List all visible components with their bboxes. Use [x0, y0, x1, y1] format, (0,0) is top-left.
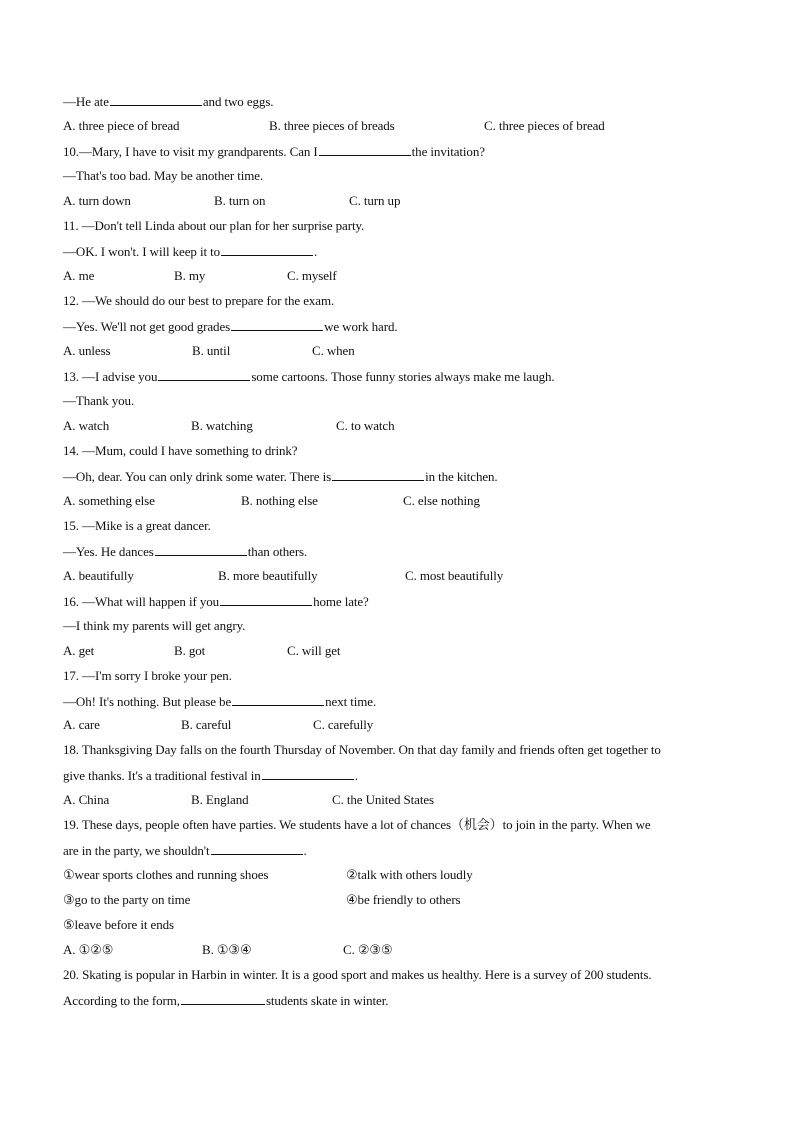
q18-option-b: B. England [191, 792, 249, 807]
q16-option-c: C. will get [287, 643, 341, 658]
q13-option-c: C. to watch [336, 418, 395, 433]
q14-option-a: A. something else [63, 493, 155, 508]
q10-stem-after: the invitation? [411, 144, 485, 159]
q15-blank [155, 543, 247, 556]
q20-line2 [63, 992, 388, 1009]
q9-option-b: B. three pieces of breads [269, 118, 395, 133]
q14-blank [332, 468, 424, 481]
q12-option-c: C. when [312, 343, 355, 358]
q18-line2-after: . [354, 768, 358, 783]
q15-option-c: C. most beautifully [405, 568, 504, 583]
q9-answer-before: —He ate [63, 94, 109, 109]
q9-answer-after: and two eggs. [202, 94, 274, 109]
q15-option-b: B. more beautifully [218, 568, 318, 583]
q11-option-b: B. my [174, 268, 206, 283]
q19-line1: 19. These days, people often have parties. We students have a lot of chances（机会）to join in the party. When we [63, 817, 651, 832]
q12-option-a: A. unless [63, 343, 111, 358]
q19-line2-after: . [303, 843, 307, 858]
q11-reply-after: . [314, 244, 318, 259]
q20-line2-after: students skate in winter. [265, 993, 389, 1008]
q19-item-5: ⑤leave before it ends [63, 917, 174, 932]
q15-reply-before: —Yes. He dances [63, 544, 154, 559]
q17-option-b: B. careful [181, 717, 232, 732]
q19-option-c: C. ②③⑤ [343, 942, 393, 957]
q11-reply [63, 243, 317, 260]
q9-option-c: C. three pieces of bread [484, 118, 605, 133]
q20-line1: 20. Skating is popular in Harbin in winter. It is a good sport and makes us healthy. Here is a survey of 200 students. [63, 967, 652, 982]
q19-line2 [63, 842, 307, 859]
q12-stem: 12. —We should do our best to prepare for the exam. [63, 293, 335, 308]
q10-option-c: C. turn up [349, 193, 401, 208]
q17-option-a: A. care [63, 717, 100, 732]
q12-reply-before: —Yes. We'll not get good grades [63, 319, 231, 334]
q10-reply: —That's too bad. May be another time. [63, 168, 264, 183]
q15-reply [63, 543, 307, 560]
q19-blank [211, 842, 303, 855]
q20-line2-before: According to the form, [63, 993, 180, 1008]
q16-stem-after: home late? [313, 594, 369, 609]
q17-reply-before: —Oh! It's nothing. But please be [63, 694, 232, 709]
q18-option-a: A. China [63, 792, 110, 807]
q18-line2 [63, 767, 358, 784]
q15-stem: 15. —Mike is a great dancer. [63, 518, 211, 533]
q13-stem [63, 368, 555, 385]
q10-option-a: A. turn down [63, 193, 131, 208]
q13-reply: —Thank you. [63, 393, 135, 408]
q9-option-a: A. three piece of bread [63, 118, 180, 133]
q10-option-b: B. turn on [214, 193, 266, 208]
q12-blank [231, 318, 323, 331]
q10-blank [319, 143, 411, 156]
q10-stem [63, 143, 485, 160]
q13-option-b: B. watching [191, 418, 253, 433]
q19-item-3: ③go to the party on time [63, 892, 191, 907]
q18-line2-before: give thanks. It's a traditional festival in [63, 768, 261, 783]
q11-option-a: A. me [63, 268, 95, 283]
q11-stem: 11. —Don't tell Linda about our plan for her surprise party. [63, 218, 365, 233]
q17-blank [232, 693, 324, 706]
q17-option-c: C. carefully [313, 717, 374, 732]
q16-option-b: B. got [174, 643, 206, 658]
q9-answer-line [63, 93, 273, 110]
q11-option-c: C. myself [287, 268, 337, 283]
q15-option-a: A. beautifully [63, 568, 134, 583]
q10-stem-before: 10.—Mary, I have to visit my grandparents. Can I [63, 144, 318, 159]
q14-reply-before: —Oh, dear. You can only drink some water. There is [63, 469, 332, 484]
q12-reply-after: we work hard. [324, 319, 398, 334]
q16-stem-before: 16. —What will happen if you [63, 594, 220, 609]
q19-option-a: A. ①②⑤ [63, 942, 114, 957]
q14-stem: 14. —Mum, could I have something to drink? [63, 443, 298, 458]
q17-reply [63, 693, 376, 710]
q16-blank [220, 593, 312, 606]
q12-reply [63, 318, 398, 335]
q20-blank [181, 992, 265, 1005]
q9-blank [110, 93, 202, 106]
q14-option-c: C. else nothing [403, 493, 480, 508]
q17-reply-after: next time. [325, 694, 377, 709]
q13-stem-before: 13. —I advise you [63, 369, 158, 384]
q13-blank [158, 368, 250, 381]
q16-option-a: A. get [63, 643, 95, 658]
q11-reply-before: —OK. I won't. I will keep it to [63, 244, 221, 259]
q18-option-c: C. the United States [332, 792, 434, 807]
q13-option-a: A. watch [63, 418, 110, 433]
q18-line1: 18. Thanksgiving Day falls on the fourth Thursday of November. On that day family and friends often get together to [63, 742, 661, 757]
q17-stem: 17. —I'm sorry I broke your pen. [63, 668, 232, 683]
q14-reply [63, 468, 498, 485]
q19-option-b: B. ①③④ [202, 942, 252, 957]
q16-stem [63, 593, 369, 610]
q19-item-4: ④be friendly to others [346, 892, 461, 907]
q19-item-1: ①wear sports clothes and running shoes [63, 867, 269, 882]
q13-stem-after: some cartoons. Those funny stories always make me laugh. [251, 369, 555, 384]
q14-reply-after: in the kitchen. [425, 469, 498, 484]
q14-option-b: B. nothing else [241, 493, 318, 508]
q11-blank [221, 243, 313, 256]
q12-option-b: B. until [192, 343, 231, 358]
q18-blank [262, 767, 354, 780]
q19-item-2: ②talk with others loudly [346, 867, 473, 882]
q19-line2-before: are in the party, we shouldn't [63, 843, 210, 858]
q16-reply: —I think my parents will get angry. [63, 618, 246, 633]
q15-reply-after: than others. [247, 544, 308, 559]
